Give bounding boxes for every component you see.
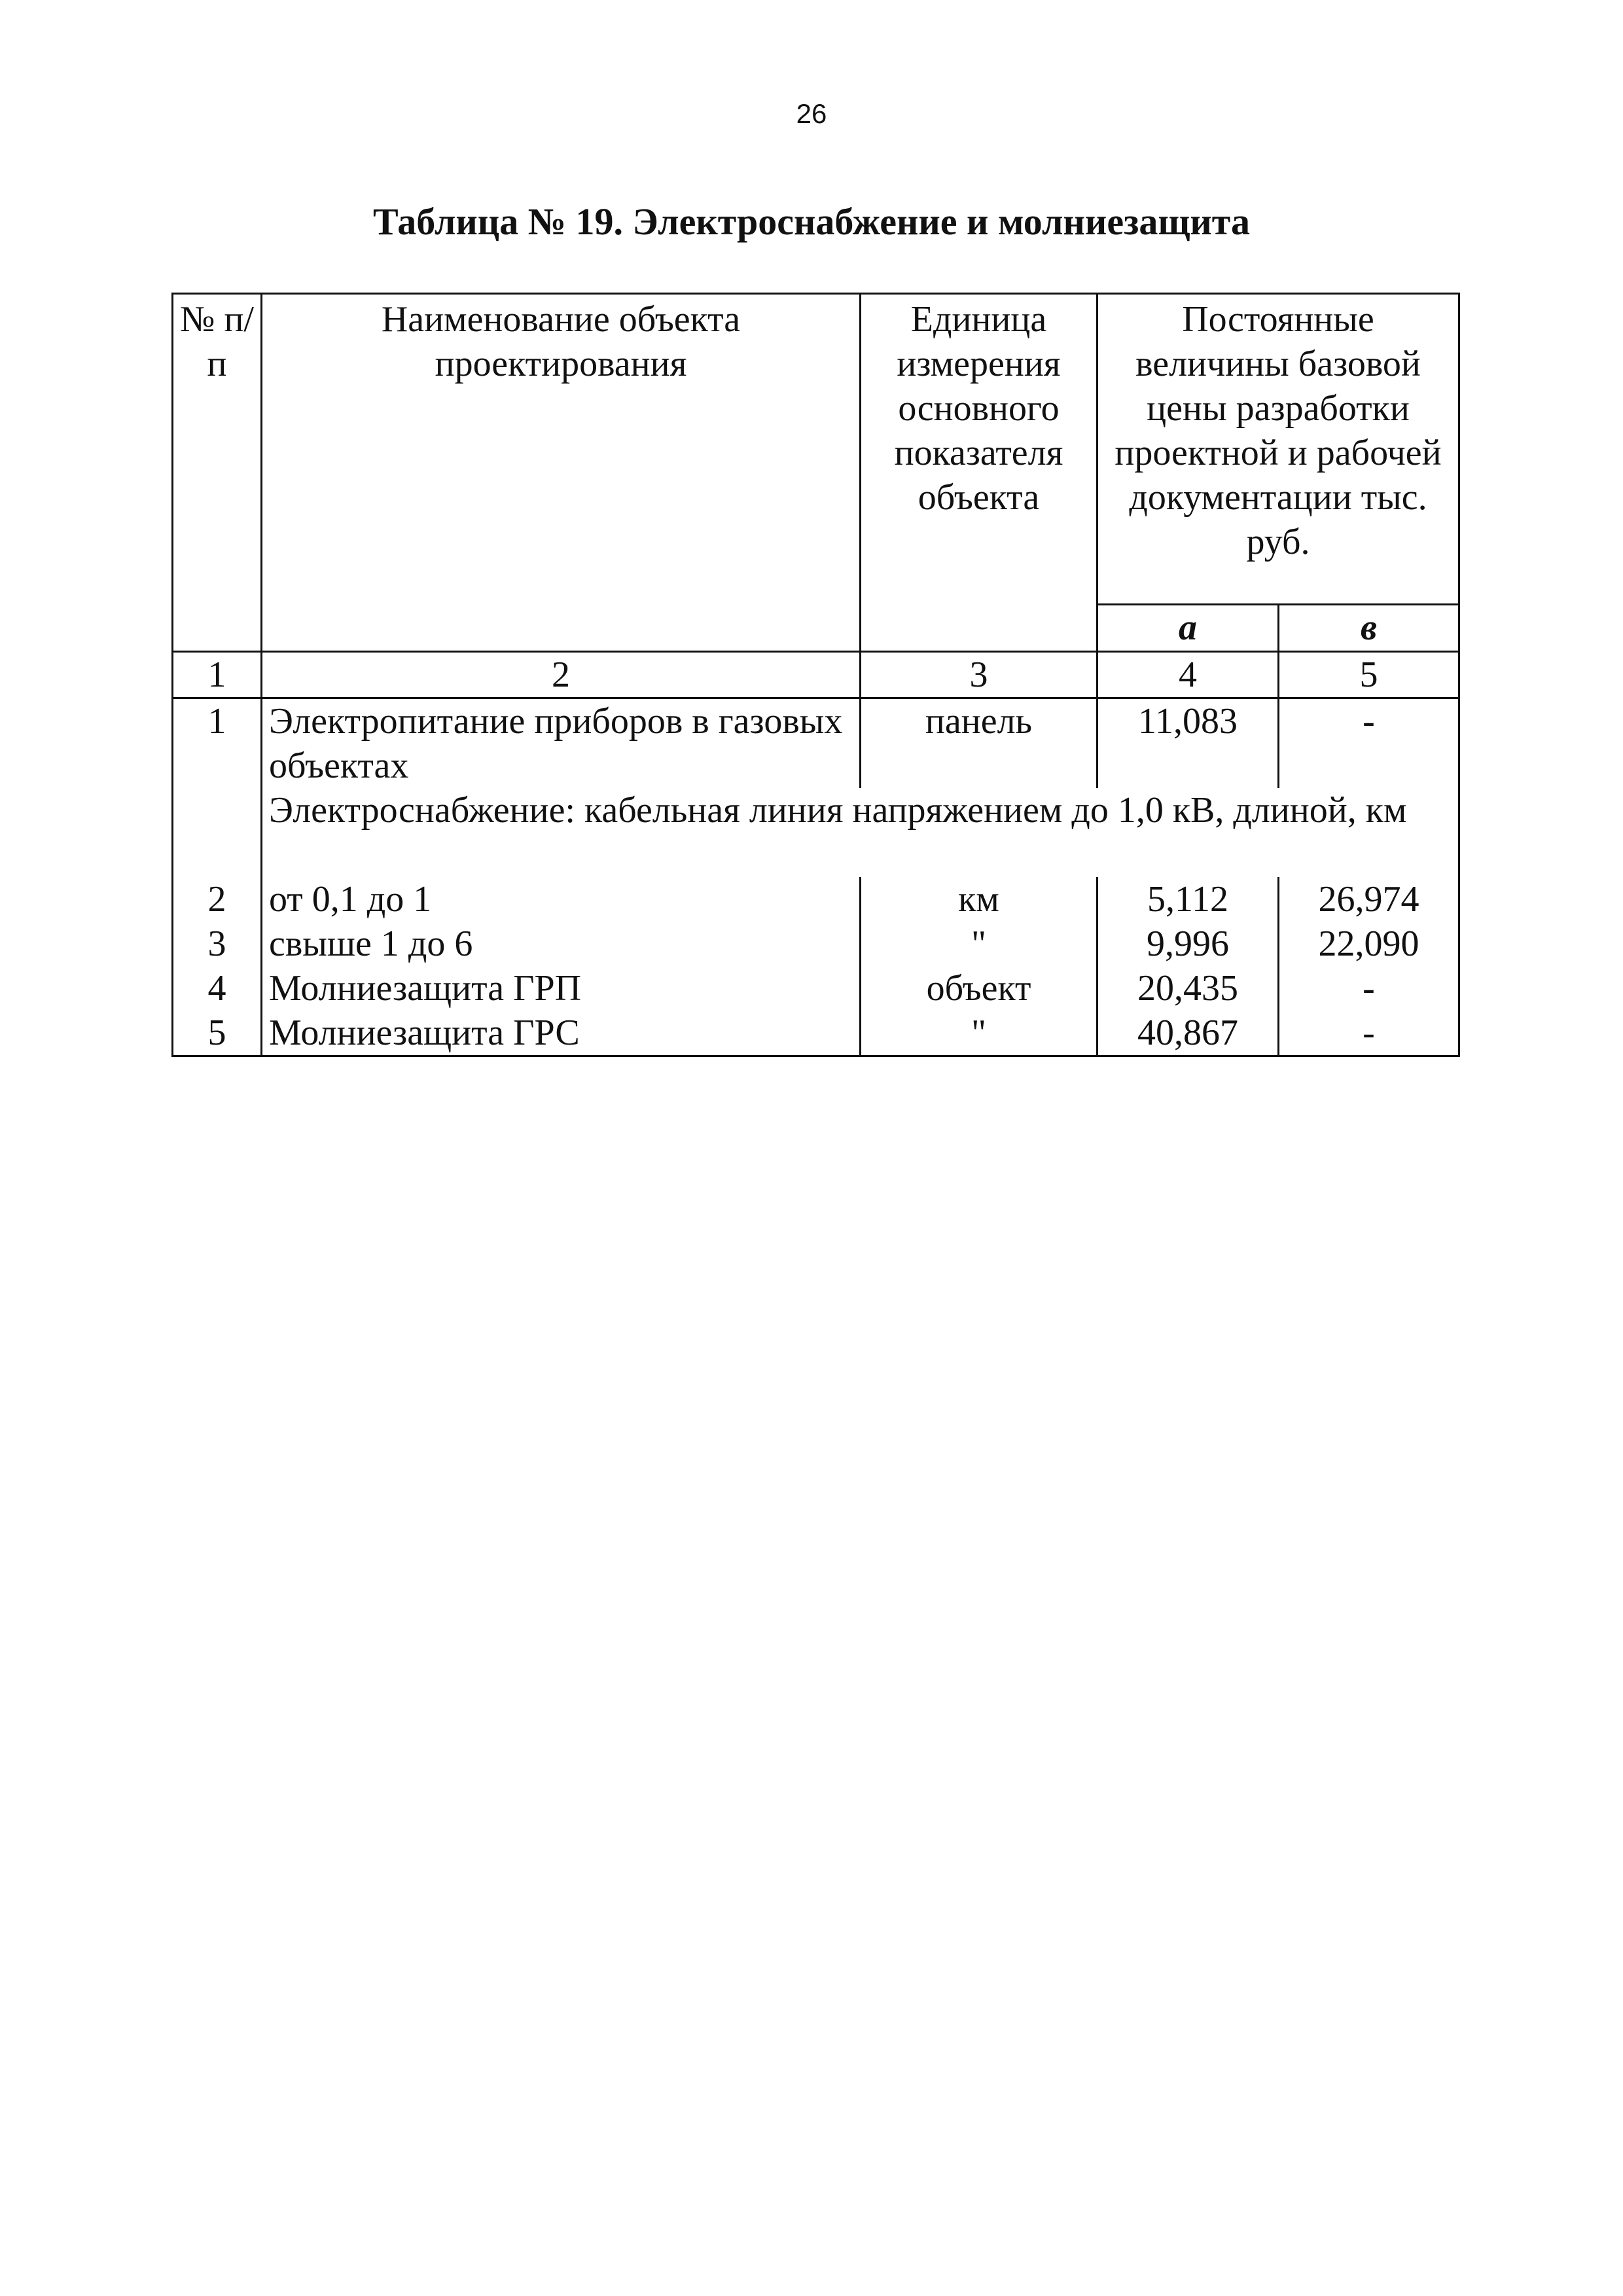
column-number-3: 3 (861, 652, 1097, 698)
column-number-1: 1 (173, 652, 262, 698)
row-name: от 0,1 до 1 (262, 877, 861, 922)
header-base-price: Постоянные величины базовой цены разработки проектной и рабочей документации тыс. руб. (1097, 294, 1459, 605)
row-unit: " (861, 1011, 1097, 1056)
header-name: Наименование объекта проектирования (262, 294, 861, 652)
row-value-b: - (1279, 1011, 1459, 1056)
table-row (173, 1011, 1459, 1056)
table-row (173, 698, 1459, 789)
column-number-2: 2 (262, 652, 861, 698)
row-unit: панель (861, 698, 1097, 789)
row-value-a: 11,083 (1097, 698, 1279, 789)
column-number-row (173, 652, 1459, 698)
header-sub-b: в (1279, 605, 1459, 652)
row-name: Молниезащита ГРС (262, 1011, 861, 1056)
row-number: 2 (173, 877, 262, 922)
row-number: 5 (173, 1011, 262, 1056)
row-number: 4 (173, 966, 262, 1011)
row-value-a: 20,435 (1097, 966, 1279, 1011)
row-name: Молниезащита ГРП (262, 966, 861, 1011)
row-unit: " (861, 922, 1097, 966)
row-value-a: 5,112 (1097, 877, 1279, 922)
table-header-row (173, 294, 1459, 605)
column-number-4: 4 (1097, 652, 1279, 698)
column-number-5: 5 (1279, 652, 1459, 698)
row-value-b: 26,974 (1279, 877, 1459, 922)
table-row (173, 922, 1459, 966)
row-value-a: 9,996 (1097, 922, 1279, 966)
row-unit: км (861, 877, 1097, 922)
row-value-a: 40,867 (1097, 1011, 1279, 1056)
page-number: 26 (796, 98, 827, 129)
header-unit: Единица измерения основного показателя объекта (861, 294, 1097, 652)
group-heading: Электроснабжение: кабельная линия напряжением до 1,0 кВ, длиной, км (262, 788, 1459, 877)
row-unit: объект (861, 966, 1097, 1011)
table-row (173, 966, 1459, 1011)
row-name: Электропитание приборов в газовых объектах (262, 698, 861, 789)
row-number: 1 (173, 698, 262, 878)
data-table (171, 293, 1460, 1057)
group-heading-row (173, 788, 1459, 877)
table-row (173, 877, 1459, 922)
row-name: свыше 1 до 6 (262, 922, 861, 966)
header-number: № п/п (173, 294, 262, 652)
row-value-b: 22,090 (1279, 922, 1459, 966)
row-value-b: - (1279, 966, 1459, 1011)
table-title: Таблица № 19. Электроснабжение и молниезащита (373, 200, 1250, 243)
row-number: 3 (173, 922, 262, 966)
header-sub-a: а (1097, 605, 1279, 652)
row-value-b: - (1279, 698, 1459, 789)
